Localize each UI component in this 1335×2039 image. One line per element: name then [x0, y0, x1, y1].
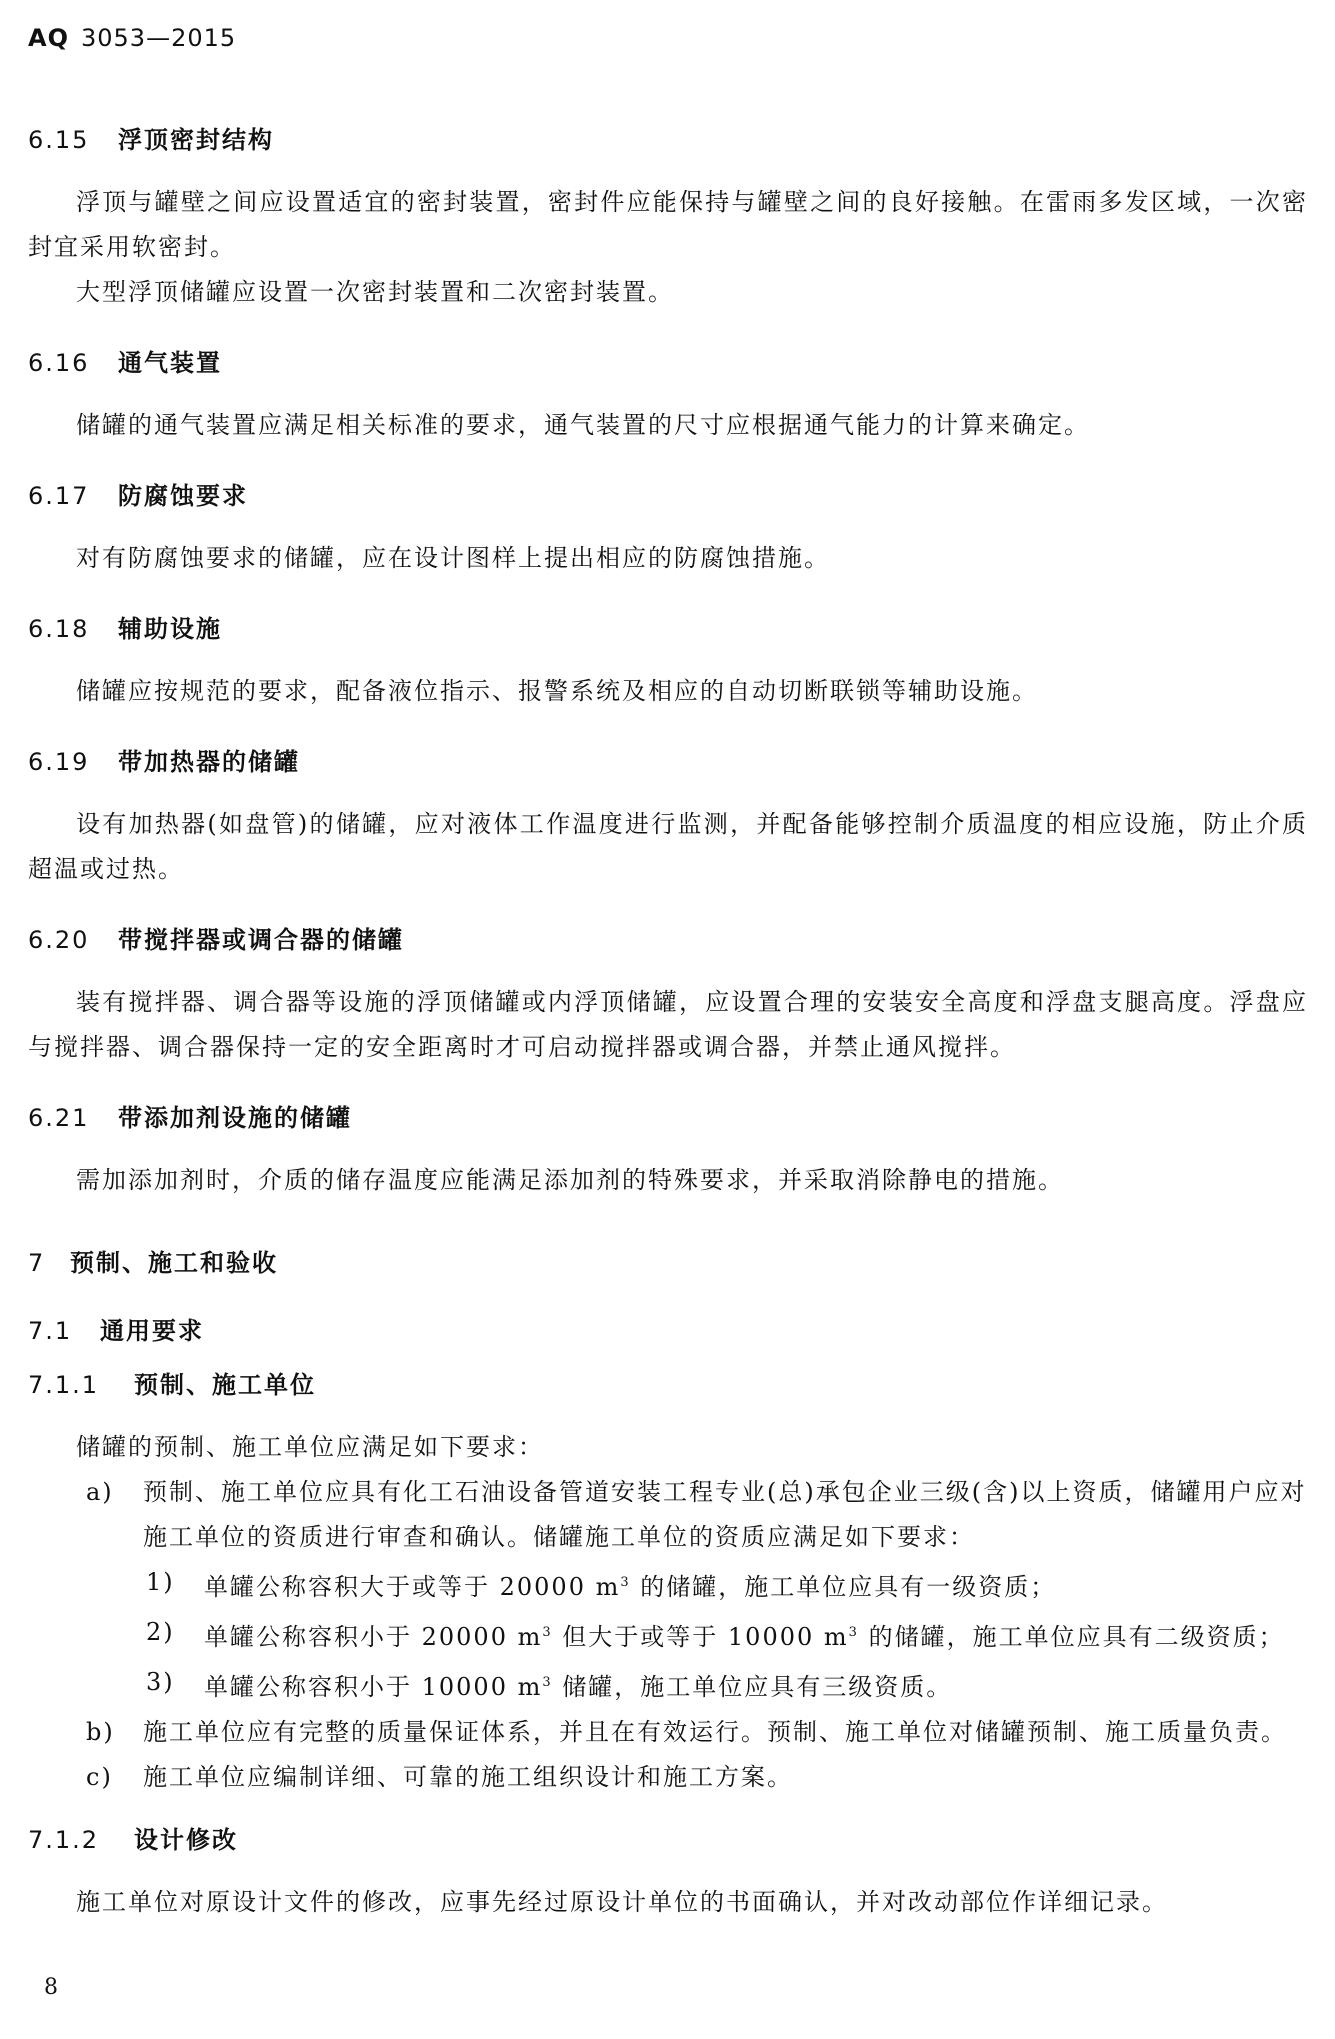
list-marker: 3) [146, 1668, 175, 1696]
paragraph: 设有加热器(如盘管)的储罐，应对液体工作温度进行监测，并配备能够控制介质温度的相应设施，防止介质超温或过热。 [28, 810, 1308, 883]
section-heading-6-20: 6.20 带搅拌器或调合器的储罐 [28, 926, 404, 954]
paragraph: 需加添加剂时，介质的储存温度应能满足添加剂的特殊要求，并采取消除静电的措施。 [76, 1166, 1064, 1194]
section-heading-6-16: 6.16 通气装置 [28, 349, 222, 377]
section-heading-7-1: 7.1 通用要求 [28, 1317, 204, 1345]
section-heading-7-1-1: 7.1.1 预制、施工单位 [28, 1371, 316, 1399]
list-marker: c) [86, 1763, 113, 1791]
list-marker: 2) [146, 1618, 175, 1646]
paragraph: 浮顶与罐壁之间应设置适宜的密封装置，密封件应能保持与罐壁之间的良好接触。在雷雨多发区域，一次密封宜采用软密封。 [28, 188, 1308, 261]
list-marker: 1) [146, 1568, 175, 1596]
sub-item-1: 1) 单罐公称容积大于或等于 20000 $m^3$ 的储罐，施工单位应具有一级资质； [28, 1560, 1308, 1610]
list-marker: a) [86, 1478, 114, 1506]
paragraph: 施工单位对原设计文件的修改，应事先经过原设计单位的书面确认，并对改动部位作详细记录。 [76, 1888, 1168, 1916]
paragraph: 储罐的通气装置应满足相关标准的要求，通气装置的尺寸应根据通气能力的计算来确定。 [76, 411, 1090, 439]
page-number: 8 [44, 1975, 58, 2000]
list-marker: b) [86, 1718, 115, 1746]
paragraph: 对有防腐蚀要求的储罐，应在设计图样上提出相应的防腐蚀措施。 [76, 544, 830, 572]
list-item-c: c) 施工单位应编制详细、可靠的施工组织设计和施工方案。 [28, 1755, 1308, 1800]
section-heading-6-21: 6.21 带添加剂设施的储罐 [28, 1104, 352, 1132]
section-heading-7-1-2: 7.1.2 设计修改 [28, 1826, 238, 1854]
standard-number: 3053—2015 [80, 24, 237, 52]
list-item-a: a) 预制、施工单位应具有化工石油设备管道安装工程专业(总)承包企业三级(含)以上资质，储罐用户应对施工单位的资质进行审查和确认。储罐施工单位的资质应满足如下要求： [28, 1470, 1308, 1560]
paragraph: 储罐应按规范的要求，配备液位指示、报警系统及相应的自动切断联锁等辅助设施。 [76, 677, 1038, 705]
document-body [28, 120, 1308, 1925]
sub-item-3: 3) 单罐公称容积小于 10000 $m^3$ 储罐，施工单位应具有三级资质。 [28, 1660, 1308, 1710]
section-heading-6-15: 6.15 浮顶密封结构 [28, 126, 274, 154]
sub-item-2: 2) 单罐公称容积小于 20000 $m^3$ 但大于或等于 10000 $m^3$ 的储罐，施工单位应具有二级资质； [28, 1610, 1308, 1660]
paragraph: 大型浮顶储罐应设置一次密封装置和二次密封装置。 [76, 278, 674, 306]
standard-header [28, 24, 236, 52]
section-heading-6-18: 6.18 辅助设施 [28, 615, 222, 643]
list-item-b: b) 施工单位应有完整的质量保证体系，并且在有效运行。预制、施工单位对储罐预制、施工质量负责。 [28, 1710, 1308, 1755]
chapter-heading-7: 7 预制、施工和验收 [28, 1249, 278, 1277]
standard-code: AQ [28, 24, 69, 52]
section-heading-6-19: 6.19 带加热器的储罐 [28, 748, 300, 776]
paragraph: 储罐的预制、施工单位应满足如下要求： [76, 1433, 544, 1461]
paragraph: 装有搅拌器、调合器等设施的浮顶储罐或内浮顶储罐，应设置合理的安装安全高度和浮盘支腿高度。浮盘应与搅拌器、调合器保持一定的安全距离时才可启动搅拌器或调合器，并禁止通风搅拌。 [28, 988, 1308, 1061]
section-heading-6-17: 6.17 防腐蚀要求 [28, 482, 248, 510]
